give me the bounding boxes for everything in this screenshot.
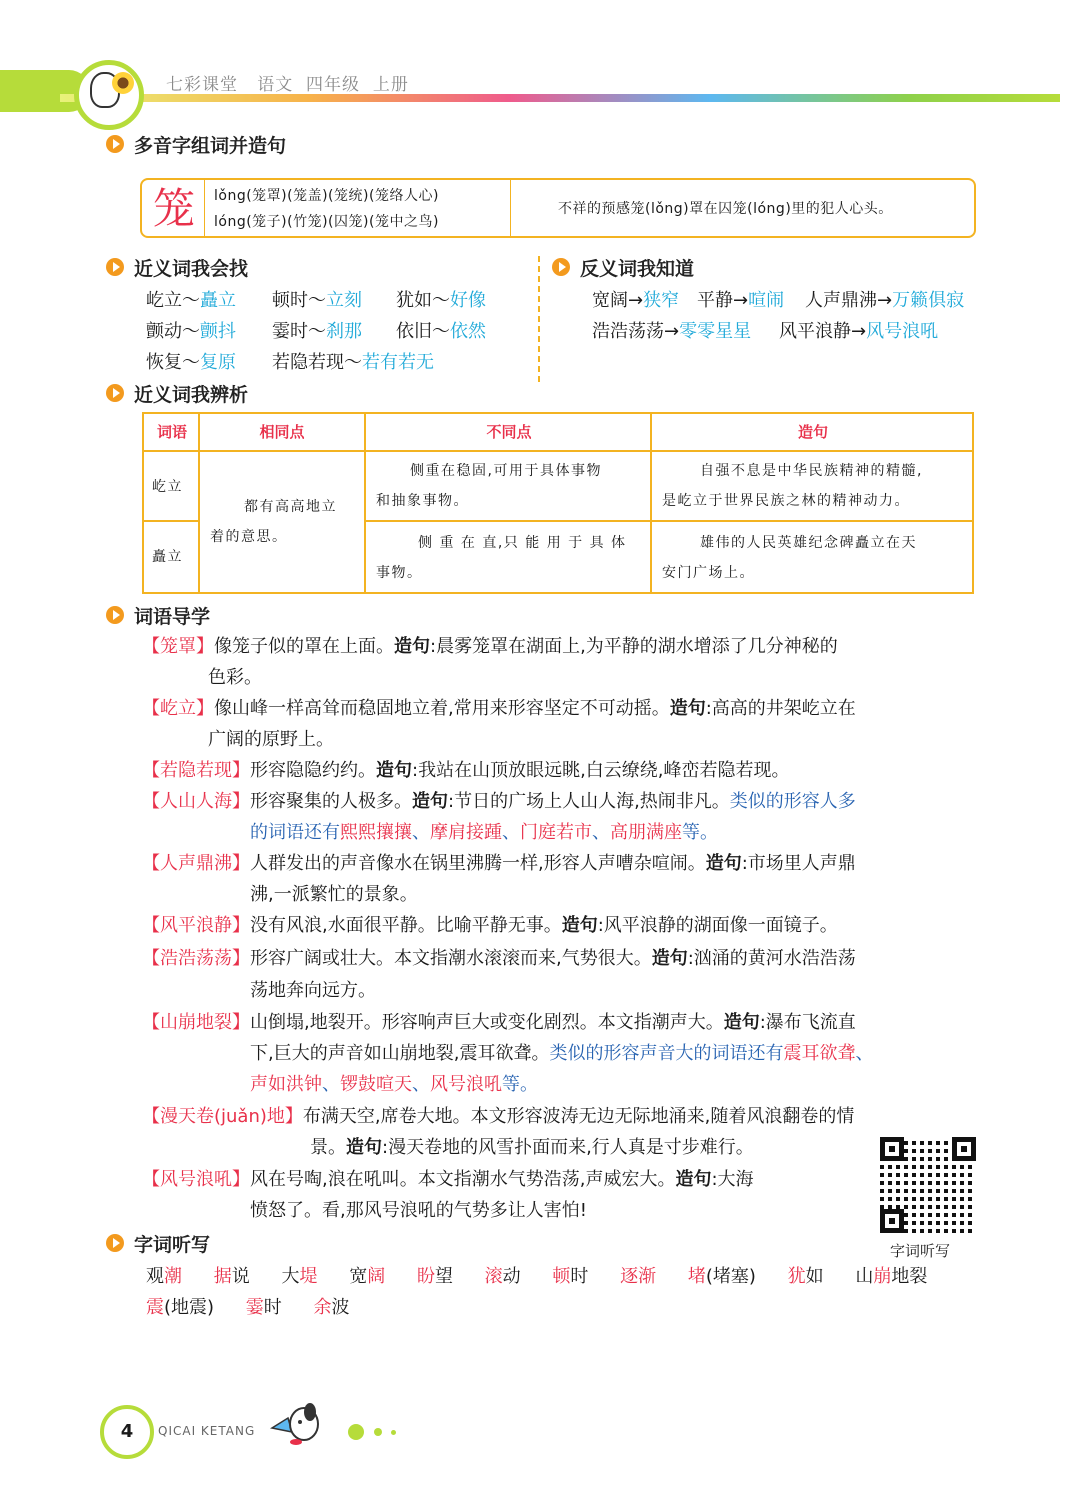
section-bullet-icon: [106, 384, 124, 402]
vocab-example: 下,巨大的声音如山崩地裂,震耳欲聋。: [250, 1043, 550, 1064]
section-bullet-icon: [106, 1234, 124, 1252]
vocab-term: 【风号浪吼】: [142, 1169, 250, 1190]
synonym-answer: 颤抖: [200, 321, 236, 342]
related-word: 震耳欲聋: [783, 1043, 856, 1064]
vocab-example: :大海: [711, 1169, 754, 1190]
table-header: 词语: [156, 423, 187, 441]
section-title: 反义词我知道: [580, 257, 695, 280]
vocab-def: 没有风浪,水面很平静。比喻平静无事。: [250, 915, 562, 936]
example-label: 造句: [412, 791, 448, 812]
antonym-row: [592, 286, 679, 312]
vocab-term: 【屹立】: [142, 698, 214, 719]
footer-dot: [391, 1430, 396, 1435]
example-label: 造句: [394, 636, 430, 657]
section-bullet-icon: [106, 606, 124, 624]
vocab-entry-cont: 荡地奔向远方。: [250, 980, 376, 1001]
synonym-answer: 矗立: [200, 290, 236, 311]
table-line: [144, 520, 200, 522]
table-sentence: 雄伟的人民英雄纪念碑矗立在天: [700, 535, 917, 551]
synonym-word: 依旧～: [396, 321, 450, 342]
synonym-answer: 复原: [200, 352, 236, 373]
vocab-example: :瀑布飞流直: [759, 1012, 856, 1033]
vocab-entry-cont: 下,巨大的声音如山崩地裂,震耳欲聋。类似的形容声音大的词语还有震耳欲聋、: [250, 1043, 874, 1064]
related-word: 声如洪钟: [250, 1074, 322, 1095]
qr-finder: [880, 1209, 904, 1233]
synonym-answer: 刹那: [326, 321, 362, 342]
synonym-row: [146, 317, 236, 343]
dog-mascot-icon: [270, 1398, 326, 1448]
section-title: 字词听写: [134, 1233, 211, 1256]
example-label: 造句: [561, 915, 598, 936]
antonym-word: 平静→: [697, 290, 749, 311]
vocab-extra: 等。: [502, 1074, 538, 1095]
section-title: 词语导学: [134, 605, 211, 628]
dictation-word: 顿时: [552, 1266, 589, 1287]
example-label: 造句: [669, 698, 706, 719]
vocab-example: :高高的井架屹立在: [705, 698, 856, 719]
vocab-def: 形容聚集的人极多。: [250, 791, 412, 812]
vocab-entry: [142, 1164, 754, 1195]
section-dictation: [106, 1230, 210, 1256]
table-word: 屹立: [152, 479, 183, 495]
related-word: 高朋满座: [610, 822, 682, 843]
example-label: 造句: [675, 1169, 712, 1190]
table-sentence: 自强不息是中华民族精神的精髓,: [700, 463, 923, 479]
vocab-example: :漫天卷地的风雪扑面而来,行人真是寸步难行。: [382, 1137, 754, 1158]
dictation-word: 堵(堵塞): [687, 1266, 756, 1287]
dictation-word: 逐渐: [620, 1266, 657, 1287]
table-line: [144, 450, 972, 452]
section-polyphone: [106, 131, 286, 157]
vocab-entry: [142, 693, 856, 724]
synonym-word: 屹立～: [146, 290, 200, 311]
synonym-word: 恢复～: [146, 352, 200, 373]
divider: [510, 180, 511, 236]
qr-code[interactable]: [880, 1137, 976, 1233]
vocab-entry-cont: 广阔的原野上。: [208, 729, 334, 750]
qr-finder: [952, 1137, 976, 1161]
vocab-extra: 的词语还有: [250, 822, 340, 843]
vocab-term: 【浩浩荡荡】: [142, 948, 250, 969]
table-header: 不同点: [486, 423, 532, 441]
antonym-answer: 风号浪吼: [866, 321, 939, 342]
example-label: 造句: [376, 760, 412, 781]
antonym-word: 浩浩荡荡→: [592, 321, 680, 342]
vocab-def: 人群发出的声音像水在锅里沸腾一样,形容人声嘈杂喧闹。: [250, 853, 706, 874]
vocab-entry: [142, 786, 856, 817]
example-label: 造句: [651, 948, 688, 969]
synonym-word: 顿时～: [272, 290, 326, 311]
table-common: 都有高高地立: [244, 499, 337, 515]
table-word: 矗立: [152, 549, 183, 565]
dictation-word: 犹如: [787, 1266, 824, 1287]
antonym-row: [805, 286, 964, 312]
dictation-word: 宽阔: [349, 1266, 386, 1287]
table-header: 相同点: [259, 423, 305, 441]
synonym-row: [396, 286, 486, 312]
vocab-extra: 类似的形容声音大的词语还有: [549, 1043, 784, 1064]
vocab-entry: [142, 1101, 854, 1132]
table-line: [364, 520, 972, 522]
vocab-entry-cont: 声如洪钟、锣鼓喧天、风号浪吼等。: [250, 1074, 538, 1095]
vocab-term: 【笼罩】: [142, 636, 214, 657]
antonym-answer: 万籁俱寂: [892, 290, 965, 311]
section-bullet-icon: [106, 258, 124, 276]
synonym-row: [272, 286, 362, 312]
synonym-analysis-table: [142, 412, 974, 594]
dictation-word: 盼望: [416, 1266, 453, 1287]
header-rainbow-bar: [60, 94, 1060, 102]
dictation-row: [146, 1293, 376, 1319]
antonym-answer: 狭窄: [643, 290, 680, 311]
vocab-def: 像笼子似的罩在上面。: [214, 636, 394, 657]
vocab-example: :晨雾笼罩在湖面上,为平静的湖水增添了几分神秘的: [430, 636, 838, 657]
vocab-entry: [142, 631, 838, 662]
vocab-entry-cont: [310, 1132, 754, 1163]
table-diff: 和抽象事物。: [376, 493, 469, 509]
vocab-term: 【山崩地裂】: [142, 1012, 250, 1033]
section-title: 多音字组词并造句: [134, 134, 287, 157]
table-diff: 侧 重 在 直,只 能 用 于 具 体: [418, 535, 627, 551]
polyphone-char: 笼: [152, 184, 195, 233]
section-analysis: [106, 380, 248, 406]
synonym-answer: 好像: [450, 290, 486, 311]
table-diff: 侧重在稳固,可用于具体事物: [410, 463, 602, 479]
section-title: 近义词我辨析: [134, 383, 249, 406]
vocab-def: 山倒塌,地裂开。形容响声巨大或变化剧烈。本文指潮声大。: [250, 1012, 724, 1033]
synonym-answer: 立刻: [326, 290, 362, 311]
vocab-term: 【人山人海】: [142, 791, 250, 812]
example-label: 造句: [723, 1012, 760, 1033]
footer-dot: [348, 1424, 364, 1440]
synonym-word: 若隐若现～: [272, 352, 362, 373]
vocab-def: 形容广阔或壮大。本文指潮水滚滚而来,气势很大。: [250, 948, 652, 969]
vocab-extra: 等。: [682, 822, 718, 843]
vocab-term: 【漫天卷(juǎn)地】: [142, 1106, 303, 1127]
vocab-def: 像山峰一样高耸而稳固地立着,常用来形容坚定不可动摇。: [214, 698, 670, 719]
dictation-word: 余波: [313, 1297, 350, 1318]
vocab-entry-cont: 沸,一派繁忙的景象。: [250, 884, 418, 905]
synonym-row: [272, 348, 434, 374]
dictation-word: 滚动: [484, 1266, 521, 1287]
vocab-entry: [142, 848, 856, 879]
related-word: 摩肩接踵: [430, 822, 502, 843]
dictation-word: 大堤: [281, 1266, 318, 1287]
related-word: 门庭若市: [520, 822, 592, 843]
vocab-term: 【人声鼎沸】: [142, 853, 250, 874]
vocab-entry-cont: 愤怒了。看,那风号浪吼的气势多让人害怕!: [250, 1200, 587, 1221]
vocab-def: 景。: [310, 1137, 346, 1158]
vocab-term: 【若隐若现】: [142, 760, 250, 781]
synonym-word: 霎时～: [272, 321, 326, 342]
vocab-entry-cont: 的词语还有熙熙攘攘、摩肩接踵、门庭若市、高朋满座等。: [250, 822, 718, 843]
section-title: 近义词我会找: [134, 257, 249, 280]
antonym-word: 宽阔→: [592, 290, 644, 311]
synonym-row: [146, 286, 236, 312]
vocab-example: :我站在山顶放眼远眺,白云缭绕,峰峦若隐若现。: [412, 760, 790, 781]
dictation-word: 观潮: [146, 1266, 182, 1287]
synonym-row: [146, 348, 236, 374]
table-diff: 事物。: [376, 565, 423, 581]
vocab-entry: [142, 755, 790, 786]
table-line: [364, 414, 366, 592]
related-word: 风号浪吼: [430, 1074, 502, 1095]
vocab-extra: 类似的形容人多: [729, 791, 856, 812]
vocab-example: :节日的广场上人山人海,热闹非凡。: [448, 791, 730, 812]
sunflower-icon: [112, 72, 134, 94]
antonym-word: 人声鼎沸→: [805, 290, 893, 311]
antonym-answer: 零零星星: [679, 321, 752, 342]
synonym-word: 犹如～: [396, 290, 450, 311]
example-label: 造句: [705, 853, 742, 874]
table-header: 造句: [797, 423, 828, 441]
vocab-entry: [142, 943, 856, 974]
column-divider: [538, 256, 540, 382]
antonym-row: [697, 286, 784, 312]
synonym-answer: 依然: [450, 321, 486, 342]
vocab-example: :风平浪静的湖面像一面镜子。: [597, 915, 838, 936]
section-antonyms: [552, 254, 694, 280]
table-line: [650, 414, 652, 592]
qr-finder: [880, 1137, 904, 1161]
vocab-entry: [142, 910, 838, 941]
dictation-row: [146, 1262, 953, 1288]
section-bullet-icon: [106, 135, 124, 153]
table-common: 着的意思。: [210, 529, 288, 545]
page-number: 4: [100, 1405, 154, 1459]
example-label: 造句: [346, 1137, 382, 1158]
synonym-answer: 若有若无: [362, 352, 434, 373]
antonym-word: 风平浪静→: [779, 321, 867, 342]
vocab-def: 形容隐隐约约。: [250, 760, 376, 781]
section-bullet-icon: [552, 258, 570, 276]
footer-brand: QICAI KETANG: [158, 1424, 256, 1438]
synonym-word: 颤动～: [146, 321, 200, 342]
vocab-def: 风在号啕,浪在吼叫。本文指潮水气势浩荡,声威宏大。: [250, 1169, 676, 1190]
divider: [204, 180, 205, 236]
synonym-row: [396, 317, 486, 343]
table-line: [198, 414, 200, 592]
related-word: 熙熙攘攘: [340, 822, 412, 843]
vocab-entry: [142, 1007, 856, 1038]
related-word: 锣鼓喧天: [340, 1074, 412, 1095]
table-sentence: 是屹立于世界民族之林的精神动力。: [662, 493, 910, 509]
polyphone-sentence: 不祥的预感笼(lǒng)罩在囚笼(lóng)里的犯人心头。: [558, 201, 893, 217]
vocab-example: :市场里人声鼎: [741, 853, 856, 874]
book-title: 七彩课堂 语文 四年级 上册: [166, 75, 409, 95]
synonym-row: [272, 317, 362, 343]
vocab-example: :汹涌的黄河水浩浩荡: [687, 948, 856, 969]
dictation-word: 据说: [213, 1266, 250, 1287]
polyphone-reading-2: lóng(笼子)(竹笼)(囚笼)(笼中之鸟): [214, 214, 439, 230]
antonym-answer: 喧闹: [748, 290, 785, 311]
dictation-word: 震(地震): [146, 1297, 215, 1318]
table-sentence: 安门广场上。: [662, 565, 755, 581]
qr-caption: 字词听写: [890, 1242, 951, 1260]
section-guide: [106, 602, 210, 628]
section-synonyms: [106, 254, 248, 280]
dictation-word: 山崩地裂: [855, 1266, 928, 1287]
vocab-term: 【风平浪静】: [142, 915, 250, 936]
dictation-word: 霎时: [245, 1297, 282, 1318]
polyphone-reading-1: lǒng(笼罩)(笼盖)(笼统)(笼络人心): [214, 188, 439, 204]
footer-dot: [374, 1428, 382, 1436]
polyphone-box: [140, 178, 976, 238]
antonym-row: [779, 317, 938, 343]
antonym-row: [592, 317, 751, 343]
vocab-entry-cont: 色彩。: [208, 667, 262, 688]
vocab-def: 布满天空,席卷大地。本文形容波涛无边无际地涌来,随着风浪翻卷的情: [302, 1106, 855, 1127]
